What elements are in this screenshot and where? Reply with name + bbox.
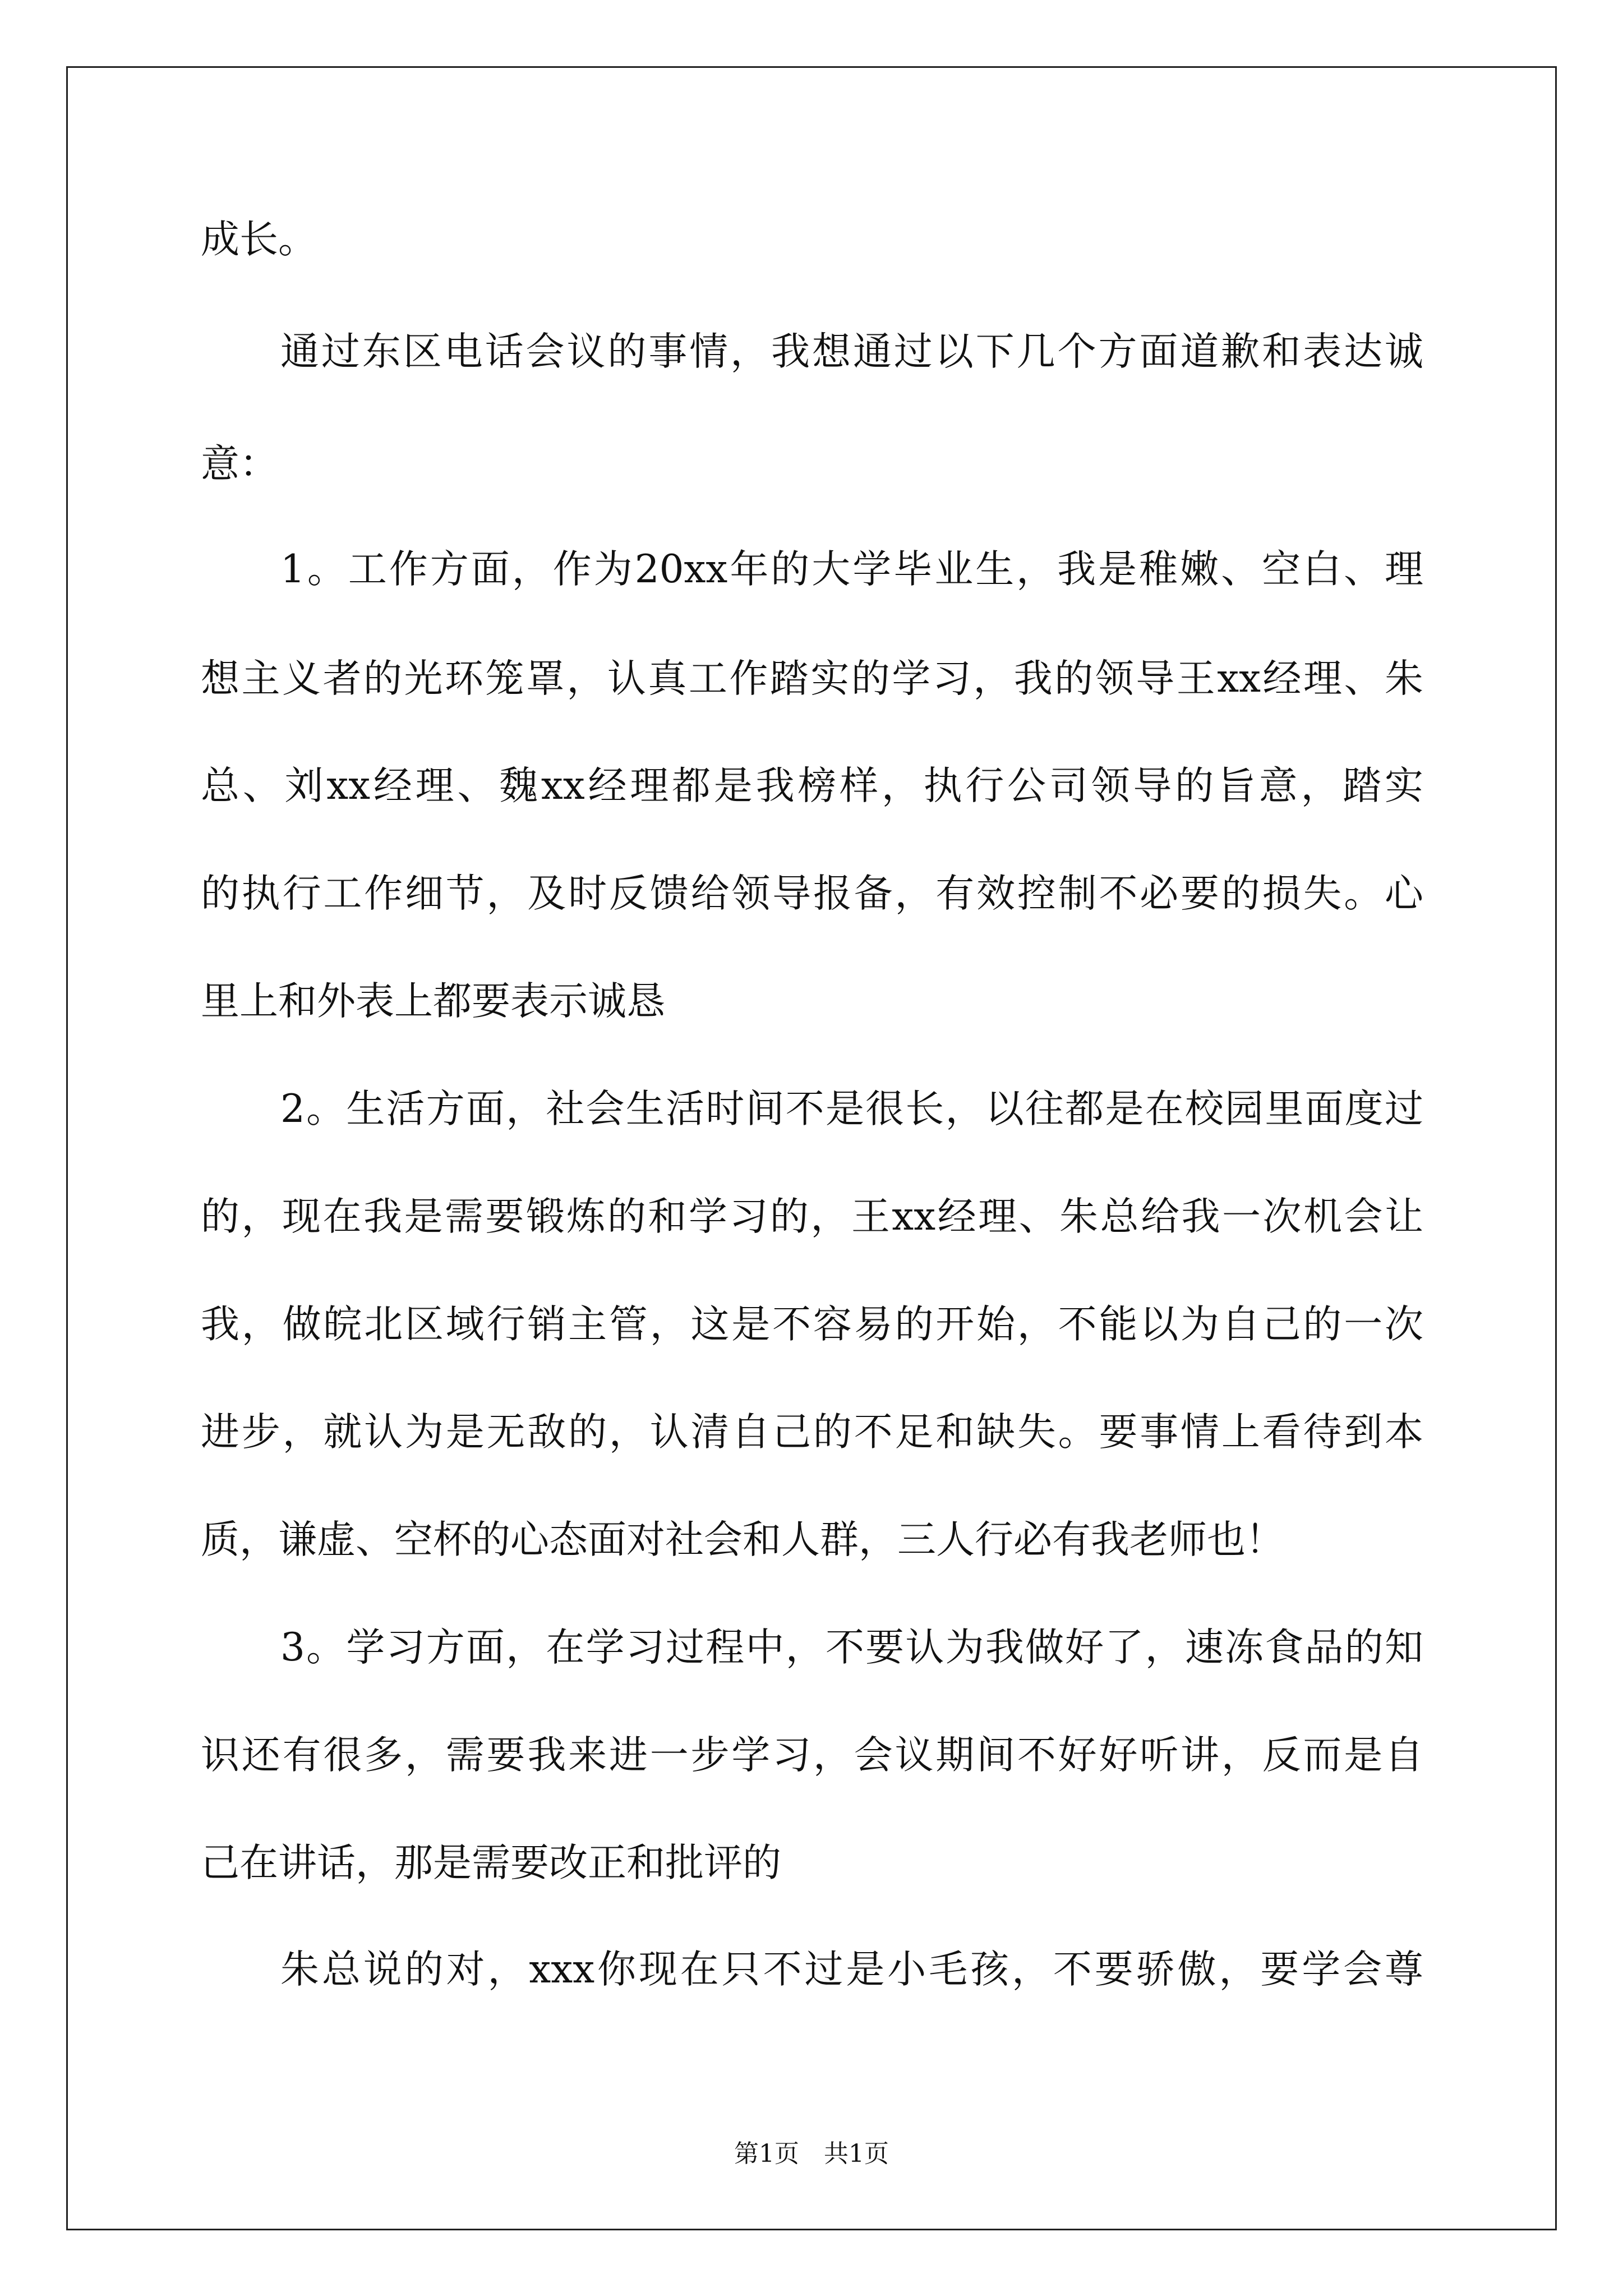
text-line: 通过东区电话会议的事情，我想通过以下几个方面道歉和表达诚: [280, 329, 1423, 374]
text-line: 3。学习方面，在学习过程中，不要认为我做好了，速冻食品的知: [280, 1625, 1423, 1670]
text-line: 成长。: [201, 217, 317, 262]
text-line: 识还有很多，需要我来进一步学习，会议期间不好好听讲，反而是自: [201, 1733, 1423, 1778]
text-line: 的执行工作细节，及时反馈给领导报备，有效控制不必要的损失。心: [201, 871, 1423, 916]
text-line: 进步，就认为是无敌的，认清自己的不足和缺失。要事情上看待到本: [201, 1410, 1423, 1455]
text-line: 想主义者的光环笼罩，认真工作踏实的学习，我的领导王xx经理、朱: [201, 656, 1423, 701]
text-line: 里上和外表上都要表示诚恳: [201, 979, 665, 1024]
text-line: 2。生活方面，社会生活时间不是很长，以往都是在校园里面度过: [280, 1087, 1423, 1131]
page-footer: 第1页 共1页: [734, 2139, 889, 2168]
text-line: 的，现在我是需要锻炼的和学习的，王xx经理、朱总给我一次机会让: [201, 1194, 1423, 1239]
text-line: 质，谦虚、空杯的心态面对社会和人群，三人行必有我老师也！: [201, 1517, 1284, 1562]
text-line: 朱总说的对，xxx你现在只不过是小毛孩，不要骄傲，要学会尊: [280, 1947, 1423, 1992]
text-line: 总、刘xx经理、魏xx经理都是我榜样，执行公司领导的旨意，踏实: [201, 763, 1423, 808]
page-border: [66, 66, 1557, 2230]
text-line: 己在讲话，那是需要改正和批评的: [201, 1841, 781, 1885]
text-line: 意：: [201, 441, 278, 486]
text-line: 1。工作方面，作为20xx年的大学毕业生，我是稚嫩、空白、理: [280, 547, 1423, 592]
text-line: 我，做皖北区域行销主管，这是不容易的开始，不能以为自己的一次: [201, 1302, 1423, 1347]
